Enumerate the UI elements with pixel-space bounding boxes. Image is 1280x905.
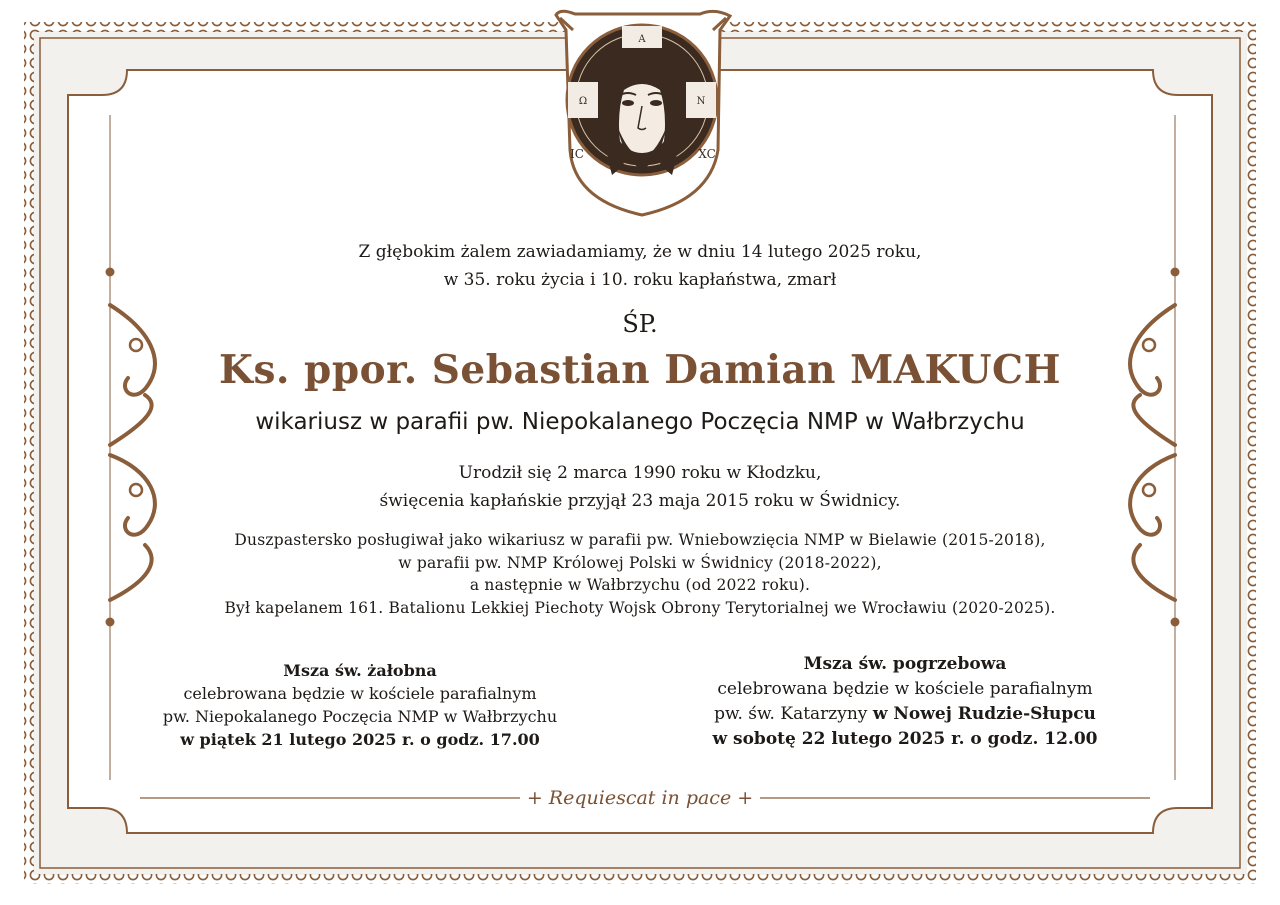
funeral-mass-line-2: pw. Niepokalanego Poczęcia NMP w Wałbrzychu	[162, 707, 558, 726]
funeral-mass-datetime: w piątek 21 lutego 2025 r. o godz. 17.00	[180, 730, 540, 749]
icon-letter-ic: IC	[570, 147, 584, 161]
burial-church: pw. św. Katarzyny	[714, 704, 868, 724]
funeral-mass-info	[110, 659, 610, 751]
burial-mass-line-2	[655, 702, 1155, 727]
intro-line-2: w 35. roku życia i 10. roku kapłaństwa, zmarł	[443, 270, 837, 290]
icon-letter-omega: Ω	[578, 96, 588, 107]
intro-line-1: Z głębokim żalem zawiadamiamy, że w dniu 14 lutego 2025 roku,	[358, 242, 922, 262]
requiescat-in-pace: + Requiescat in pace +	[520, 784, 760, 812]
ordination-line: święcenia kapłańskie przyjął 23 maja 2015 roku w Świdnicy.	[379, 491, 901, 511]
funeral-mass-title: Msza św. żałobna	[283, 661, 437, 680]
deceased-position: wikariusz w parafii pw. Niepokalanego Poczęcia NMP w Wałbrzychu	[255, 409, 1025, 435]
icon-letter-xc: XC	[698, 147, 716, 161]
burial-place: w Nowej Rudzie-Słupcu	[872, 704, 1096, 724]
christ-icon	[556, 11, 730, 215]
burial-mass-datetime: w sobotę 22 lutego 2025 r. o godz. 12.00	[712, 729, 1098, 749]
birth-line: Urodził się 2 marca 1990 roku w Kłodzku,	[458, 463, 822, 483]
deceased-name: Ks. ppor. Sebastian Damian MAKUCH	[219, 347, 1061, 393]
ministry-history	[0, 529, 1280, 619]
ministry-line: a następnie w Wałbrzychu (od 2022 roku).	[469, 576, 811, 594]
funeral-mass-line-1: celebrowana będzie w kościele parafialnym	[183, 684, 537, 703]
burial-mass-title: Msza św. pogrzebowa	[803, 654, 1007, 674]
ministry-line: w parafii pw. NMP Królowej Polski w Świdnicy (2018-2022),	[398, 553, 882, 572]
ministry-line: Był kapelanem 161. Batalionu Lekkiej Piechoty Wojsk Obrony Terytorialnej we Wrocławiu (2020-2025).	[224, 598, 1056, 617]
burial-mass-info	[655, 652, 1155, 752]
intro-text	[0, 238, 1280, 294]
icon-letter-alpha: Α	[638, 34, 646, 45]
honorific: ŚP.	[622, 310, 658, 338]
burial-mass-line-1: celebrowana będzie w kościele parafialnym	[717, 679, 1093, 699]
biography	[0, 459, 1280, 515]
icon-letter-nu: Ν	[696, 96, 706, 107]
ministry-line: Duszpastersko posługiwał jako wikariusz w parafii pw. Wniebowzięcia NMP w Bielawie (2015-2018),	[234, 531, 1046, 549]
